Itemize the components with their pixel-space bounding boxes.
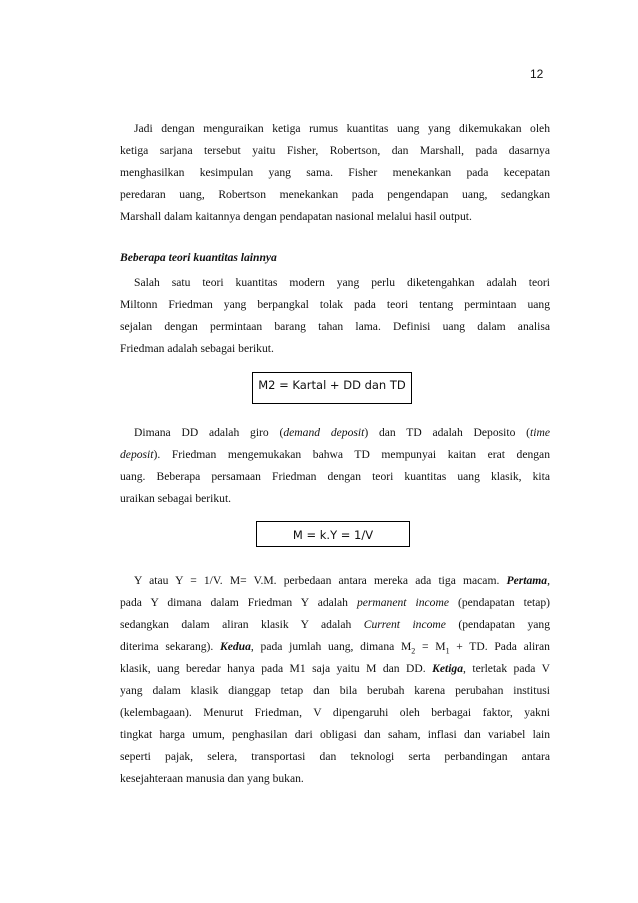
text-run: , <box>547 574 550 587</box>
bold-italic-term: Ketiga <box>432 662 464 675</box>
paragraph-line: menghasilkan kesimpulan yang sama. Fisher menekankan pada kecepatan <box>120 166 550 179</box>
paragraph-line <box>120 614 550 636</box>
subscript: 2 <box>411 646 416 656</box>
paragraph-line: sejalan dengan permintaan barang tahan lama. Definisi uang dalam analisa <box>120 320 550 333</box>
paragraph-line: Marshall dalam kaitannya dengan pendapatan nasional melalui hasil output. <box>120 210 472 223</box>
paragraph-line: (kelembagaan). Menurut Friedman, V dipengaruhi oleh berbagai faktor, yakni <box>120 706 550 719</box>
paragraph-line: seperti pajak, selera, transportasi dan teknologi serta perbandingan antara <box>120 750 550 763</box>
italic-term: demand deposit <box>283 426 365 439</box>
paragraph-line <box>120 636 550 658</box>
text-run: ). Friedman mengemukakan bahwa TD mempunyai kaitan erat dengan <box>153 448 550 461</box>
bold-italic-term: Pertama <box>506 574 548 587</box>
bold-italic-term: Kedua <box>220 640 251 653</box>
subscript: 1 <box>445 646 450 656</box>
page-number: 12 <box>530 67 544 81</box>
paragraph-line: uraikan sebagai berikut. <box>120 492 232 505</box>
text-run: + TD. Pada aliran <box>449 640 550 653</box>
italic-term: time <box>530 426 550 439</box>
paragraph-line <box>120 422 550 444</box>
paragraph-line: tingkat harga umum, penghasilan dari obligasi dan saham, inflasi dan variabel lain <box>120 728 550 741</box>
text-run: , terletak pada V <box>463 662 551 675</box>
formula-m2-text: M2 = Kartal + DD dan TD <box>258 378 406 392</box>
paragraph-3 <box>120 422 550 510</box>
paragraph-line: peredaran uang, Robertson menekankan pada pengendapan uang, sedangkan <box>120 188 550 201</box>
paragraph-1 <box>120 118 550 228</box>
paragraph-4 <box>120 570 550 790</box>
paragraph-line: Friedman adalah sebagai berikut. <box>120 342 274 355</box>
text-run: sedangkan dalam aliran klasik Y adalah <box>120 618 364 631</box>
paragraph-line: Miltonn Friedman yang berpangkal tolak pada teori tentang permintaan uang <box>120 298 550 311</box>
text-run: , pada jumlah uang, dimana M <box>250 640 412 653</box>
text-run: Dimana DD adalah giro ( <box>134 426 284 439</box>
paragraph-2 <box>120 272 550 360</box>
paragraph-line: uang. Beberapa persamaan Friedman dengan teori kuantitas uang klasik, kita <box>120 470 550 483</box>
paragraph-line: Jadi dengan menguraikan ketiga rumus kuantitas uang yang dikemukakan oleh <box>134 122 550 135</box>
paragraph-line: kesejahteraan manusia dan yang bukan. <box>120 772 304 785</box>
text-run: klasik, uang beredar hanya pada M1 saja yaitu M dan DD. <box>120 662 433 675</box>
text-run: Y atau Y = 1/V. M= V.M. perbedaan antara mereka ada tiga macam. <box>134 574 507 587</box>
formula-mky-text: M = k.Y = 1/V <box>292 528 374 542</box>
paragraph-line: ketiga sarjana tersebut yaitu Fisher, Robertson, dan Marshall, pada dasarnya <box>120 144 550 157</box>
paragraph-line <box>120 444 550 466</box>
section-heading: Beberapa teori kuantitas lainnya <box>120 251 277 264</box>
formula-box-mky <box>256 521 410 547</box>
paragraph-line <box>120 570 550 592</box>
text-run: ) dan TD adalah Deposito ( <box>364 426 531 439</box>
paragraph-line: Salah satu teori kuantitas modern yang perlu diketengahkan adalah teori <box>134 276 550 289</box>
paragraph-line: yang dalam klasik dianggap tetap dan bila berubah karena perubahan institusi <box>120 684 550 697</box>
italic-term: Current income <box>363 618 446 631</box>
text-run: diterima sekarang). <box>120 640 220 653</box>
formula-box-m2 <box>252 372 412 404</box>
italic-term: deposit <box>120 448 154 461</box>
text-run: = M <box>415 640 446 653</box>
italic-term: permanent income <box>356 596 449 609</box>
text-run: pada Y dimana dalam Friedman Y adalah <box>120 596 357 609</box>
paragraph-line <box>120 592 550 614</box>
text-run: (pendapatan tetap) <box>448 596 550 609</box>
paragraph-line <box>120 658 550 680</box>
text-run: (pendapatan yang <box>445 618 550 631</box>
